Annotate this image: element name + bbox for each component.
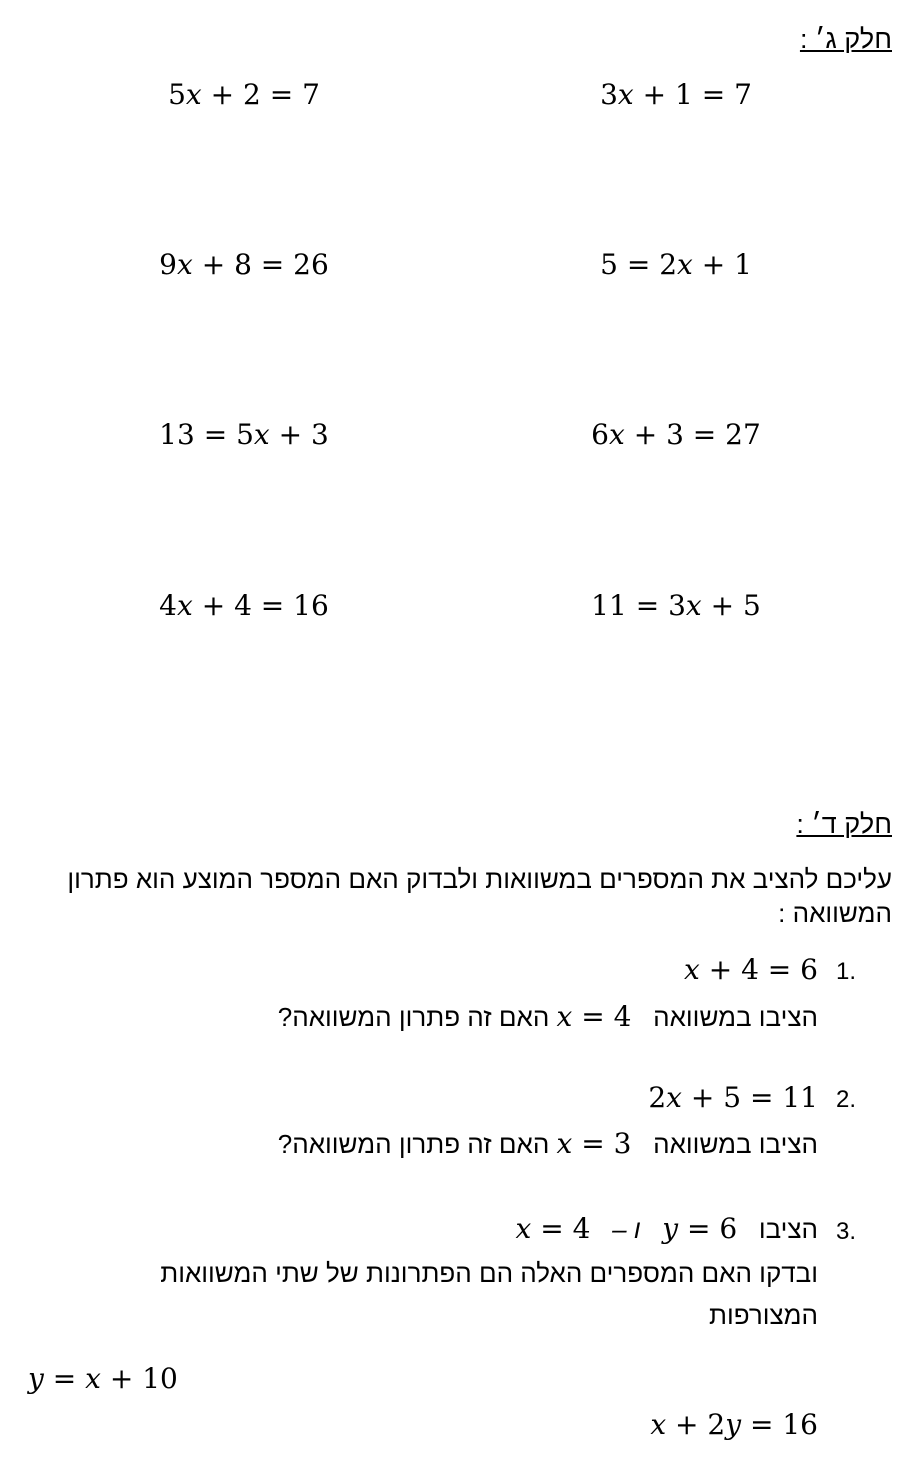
item-3-line-3: המצורפות — [709, 1300, 818, 1330]
equation-c2-left: 9x + 8 = 26 — [159, 248, 329, 281]
item-1-value: x = 4 — [556, 1000, 632, 1033]
equation-c2-right: 5 = 2x + 1 — [600, 248, 752, 281]
item-3-text-before: הציבו — [758, 1214, 818, 1244]
equation-c3-right: 6x + 3 = 27 — [591, 418, 761, 451]
item-2-number: 2. — [835, 1086, 856, 1113]
equation-c4-right: 11 = 3x + 5 — [591, 589, 761, 622]
item-1-number: 1. — [835, 958, 856, 985]
item-2-text-after: האם זה פתרון המשוואה? — [277, 1129, 550, 1159]
equation-c1-left: 5x + 2 = 7 — [168, 78, 320, 111]
item-2-equation — [648, 1081, 818, 1114]
item-3-value-y: y = 6 — [662, 1212, 738, 1245]
item-1-text-after: האם זה פתרון המשוואה? — [277, 1002, 550, 1032]
item-2-instruction — [278, 1127, 818, 1160]
item-2-value: x = 3 — [556, 1127, 632, 1160]
item-3-instruction — [516, 1212, 818, 1245]
item-1-equation — [684, 953, 818, 986]
item-3-line-2: ובדקו האם המספרים האלה הם הפתרונות של שתי המשוואות — [160, 1258, 818, 1288]
item-3-number: 3. — [835, 1218, 856, 1245]
item-1-equation-text: x + 4 = 6 — [683, 953, 818, 986]
item-3-value-x: x = 4 — [515, 1212, 591, 1245]
item-3-connector: ו – — [612, 1214, 641, 1244]
part-c-heading: חלק ג׳ : — [799, 24, 892, 54]
item-1-text-before: הציבו במשוואה — [653, 1002, 818, 1032]
part-d-instructions: עליכם להציב את המספרים במשוואות ולבדוק האם המספר המוצע הוא פתרון המשוואה : — [67, 864, 892, 928]
equation-c3-left: 13 = 5x + 3 — [159, 418, 329, 451]
item-1-instruction — [278, 1000, 818, 1033]
item-2-text-before: הציבו במשוואה — [653, 1129, 818, 1159]
system-equation-2: x + 2y = 16 — [650, 1408, 818, 1441]
system-equation-1: y = x + 10 — [28, 1362, 178, 1395]
equation-c4-left: 4x + 4 = 16 — [159, 589, 329, 622]
item-2-equation-text: 2x + 5 = 11 — [648, 1081, 818, 1114]
part-d-heading: חלק ד׳ : — [796, 809, 892, 839]
equation-c1-right: 3x + 1 = 7 — [600, 78, 752, 111]
